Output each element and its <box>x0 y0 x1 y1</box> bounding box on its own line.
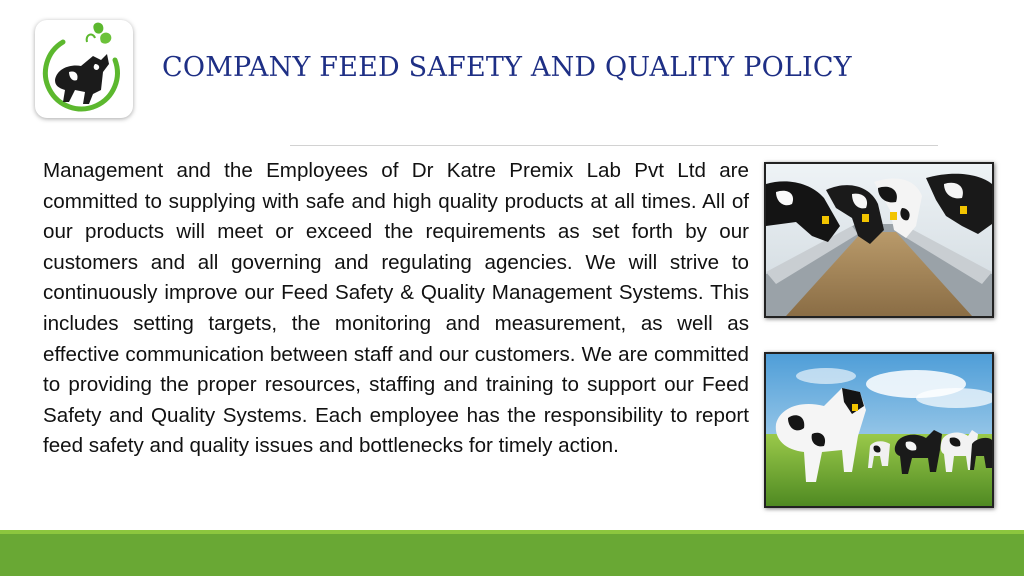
cows-in-pasture-photo <box>764 352 994 508</box>
header-divider <box>290 145 938 146</box>
page-title: COMPANY FEED SAFETY AND QUALITY POLICY <box>162 52 852 83</box>
policy-text: Management and the Employees of Dr Katre Premix Lab Pvt Ltd are committed to supplying with safe and high quality products at all times. All of our products will meet or exceed the requirements as set forth by our customers and all governing and regulating agencies. We will strive to continuously improve our Feed Safety & Quality Management Systems. This includes setting targets, the monitoring and measurement, as well as effective communication between staff and our customers. We are committed to providing the proper resources, staffing and training to support our Feed Safety and Quality Systems. Each employee has the responsibility to report feed safety and quality issues and bottlenecks for timely action. <box>43 159 749 458</box>
company-logo <box>35 20 133 118</box>
footer-bar <box>0 534 1024 576</box>
cows-eating-feed-photo <box>764 162 994 318</box>
cow-leaf-logo-icon <box>35 20 133 118</box>
